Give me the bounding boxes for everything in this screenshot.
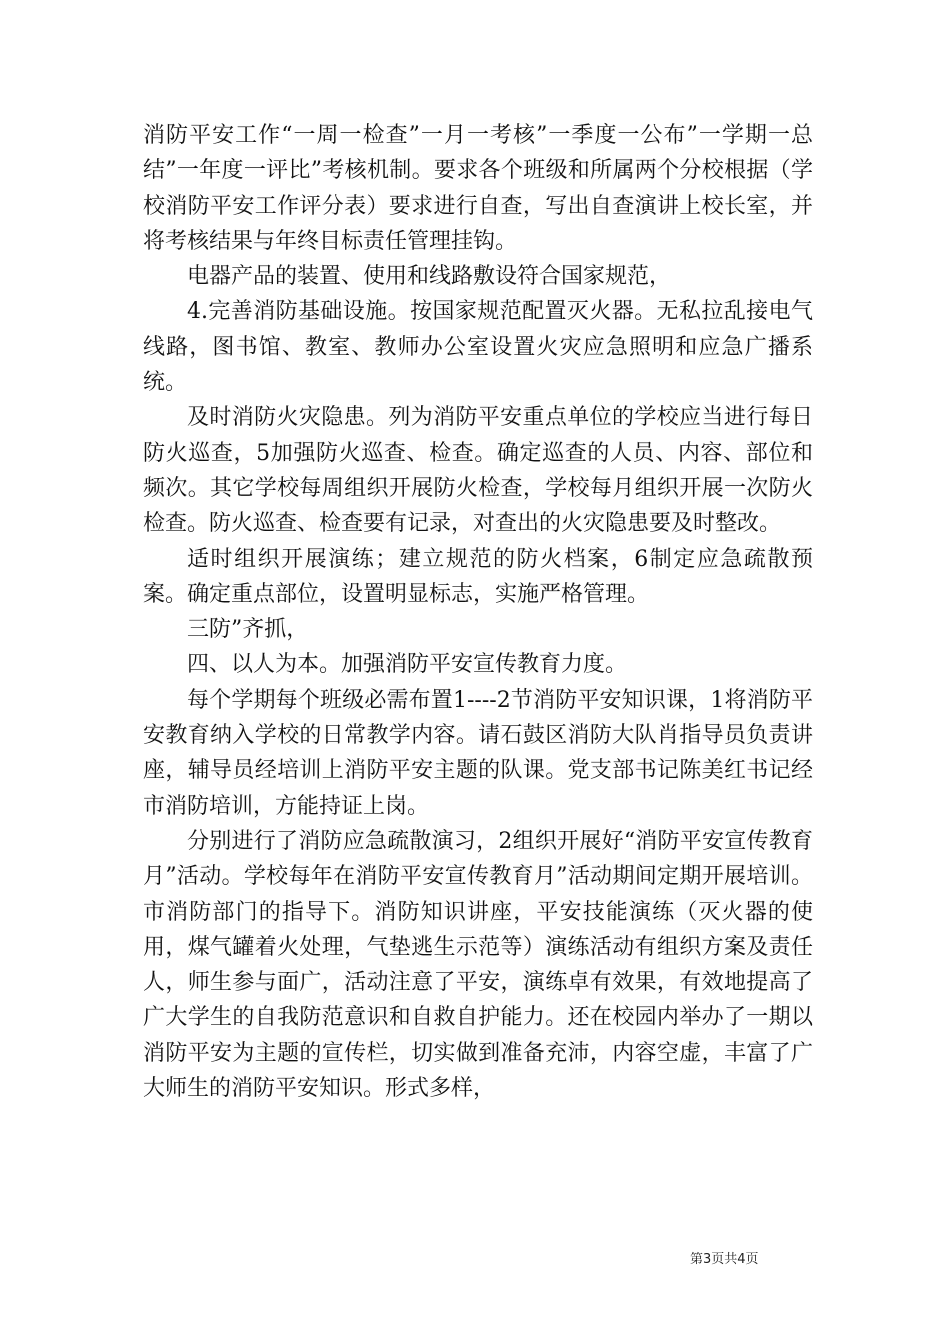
paragraph-9: 分别进行了消防应急疏散演习，2组织开展好“消防平安宣传教育月”活动。学校每年在消防平安宣传教育月”活动期间定期开展培训。市消防部门的指导下。消防知识讲座，平安技能演练（灭火器的使用，煤气罐着火处理，气垫逃生示范等）演练活动有组织方案及责任人，师生参与面广，活动注意了平安，演练卓有效果，有效地提高了广大学生的自我防范意识和自救自护能力。还在校园内举办了一期以消防平安为主题的宣传栏，切实做到准备充沛，内容空虚，丰富了广大师生的消防平安知识。形式多样，	[143, 828, 813, 1102]
paragraph-7: 四、以人为本。加强消防平安宣传教育力度。	[187, 652, 628, 678]
paragraph-5: 适时组织开展演练；建立规范的防火档案，6制定应急疏散预案。确定重点部位，设置明显标志，实施严格管理。	[143, 546, 813, 607]
paragraph-2: 电器产品的装置、使用和线路敷设符合国家规范，	[187, 264, 672, 290]
paragraph-4: 及时消防火灾隐患。列为消防平安重点单位的学校应当进行每日防火巡查，5加强防火巡查、检查。确定巡查的人员、内容、部位和频次。其它学校每周组织开展防火检查，学校每月组织开展一次防火检查。防火巡查、检查要有记录，对查出的火灾隐患要及时整改。	[143, 405, 813, 537]
paragraph-8: 每个学期每个班级必需布置1----2节消防平安知识课，1将消防平安教育纳入学校的日常教学内容。请石鼓区消防大队肖指导员负责讲座，辅导员经培训上消防平安主题的队课。党支部书记陈美红书记经市消防培训，方能持证上岗。	[143, 687, 813, 819]
paragraph-3: 4.完善消防基础设施。按国家规范配置灭火器。无私拉乱接电气线路，图书馆、教室、教师办公室设置火灾应急照明和应急广播系统。	[143, 299, 813, 396]
paragraph-6: 三防”齐抓，	[187, 617, 309, 643]
page-number-footer: 第3页共4页	[690, 1252, 759, 1267]
document-body	[143, 118, 813, 1106]
paragraph-1: 消防平安工作“一周一检查”一月一考核”一季度一公布”一学期一总结”一年度一评比”考核机制。要求各个班级和所属两个分校根据（学校消防平安工作评分表）要求进行自查，写出自查演讲上校长室，并将考核结果与年终目标责任管理挂钩。	[143, 123, 813, 254]
